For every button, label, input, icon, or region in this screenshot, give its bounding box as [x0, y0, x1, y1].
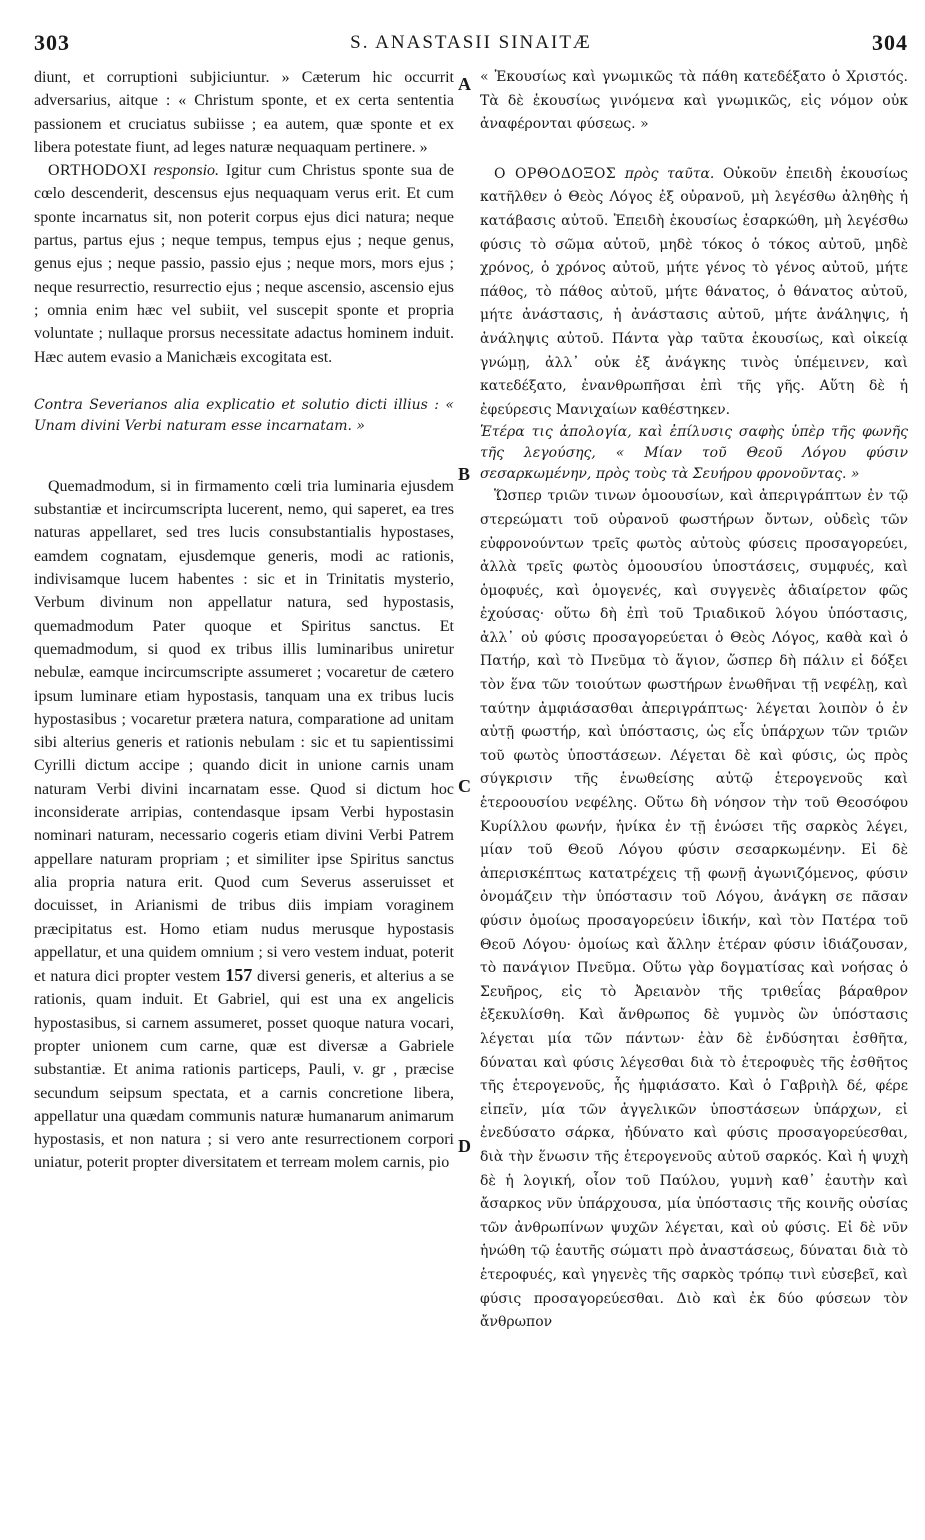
- greek-pros-tauta-label: πρὸς ταῦτα.: [624, 165, 715, 182]
- page-number-right: 304: [872, 30, 908, 55]
- latin-orthodox-response: [34, 159, 454, 369]
- running-header: [34, 28, 908, 62]
- latin-orthodox-label: ORTHODOXI: [48, 162, 147, 180]
- latin-column: [34, 66, 454, 1175]
- greek-column: [480, 66, 908, 1335]
- latin-paragraph-3: [34, 475, 454, 1175]
- margin-marker-d: D: [458, 1136, 471, 1156]
- latin-paragraph-3a: Quemadmodum, si in firmamento cœli tria luminaria ejusdem substantiæ et incircumscripta lucerent, nemo, qui saperet, ea tres naturas appellaret, sed tres lucis consubstantialis hypostases, eamdem cognatam, ejusdemque generis, modi ac rationis, indivisamque lucem habentes : sic et in Trinitatis mysterio, Verbum divinum non appellatur natura, sed hypostasis, quemadmodum Pater quoque et Spiritus sanctus. Et quemadmodum, si quod ex tribus illis luminaribus uniretur nebulæ, eamque incircumscripte assumeret ; vocaretur de cætero ipsum luminare etiam hypostasis, tanquam una ex tribus lucis hypostasibus ; vocaretur prætera natura, comparatione ad unitam sibi alterius generis et rationis nebulam : sic et tu sapientissimi Cyrilli dictum accipe ; quando dicit in unione carnis unam naturam Verbi divini incarnatam esse. Quod si dictum hoc inconsiderate arripias, contendasque ipsam Verbi hypostasin nominari naturam, necessario cogeris etiam divini Verbi Patrem appellare naturam propriam ; et similiter ipse Spiritus sanctus alia propria natura erit. Quod cum Severus asseruisset et docuisset, in Arianismi de tribus diis impiam voraginem præcipitatus est. Homo etiam nudus merusque hypostasis appellatur, et una quidem omnium ; si vero vestem induat, poterit et natura dici propter vestem: [34, 477, 454, 986]
- latin-responsio-label: responsio.: [153, 162, 220, 180]
- margin-marker-a: A: [458, 74, 471, 94]
- chapter-number: 157: [225, 965, 253, 986]
- greek-orthodox-response: [480, 163, 908, 423]
- greek-section-heading: Ἑτέρα τις ἀπολογία, καὶ ἐπίλυσις σαφὴς ὑπὲρ τῆς φωνῆς τῆς λεγούσης, « Μίαν τοῦ Θεοῦ Λόγου φύσιν σεσαρκωμένην, πρὸς τοὺς τὰ Σευήρου φρονοῦντας. »: [480, 424, 908, 483]
- latin-paragraph-1: diunt, et corruptioni subjiciuntur. » Cæterum hic occurrit adversarius, aitque : « Christum sponte, et ex certa sententia passionem et cruciatus subiisse ; ea autem, quæ sponte et ex libera potestate fiunt, ad leges naturæ nequaquam pertinere. »: [34, 69, 454, 156]
- running-title: S. ANASTASII SINAITÆ: [350, 32, 592, 53]
- latin-paragraph-2: Igitur cum Christus sponte sua de cœlo descenderit, descensus ejus nequaquam verus erit. Et cum sponte incarnatus sit, non poterit corpus ejus dici natura; neque partus, partus ejus ; neque tempus, tempus ejus ; neque genus, genus ejus ; neque passio, passio ejus ; neque mors, mors ejus ; neque resurrectio, resurrectio ejus ; neque ascensio, ascensio ejus ; omnia enim hæc vel subiit, vel suscepit sponte et propria voluntate ; nullaque prorsus necessitate adactus hominem induit. Hæc autem evasio a Manichæis excogitata est.: [34, 162, 455, 366]
- greek-paragraph-2: Οὐκοῦν ἐπειδὴ ἑκουσίως κατῆλθεν ὁ Θεὸς Λόγος ἐξ οὐρανοῦ, μὴ λεγέσθω ἀληθὴς ἡ κατάβασις αὐτοῦ. Ἐπειδὴ ἑκουσίως ἐσαρκώθη, μὴ λεγέσθω φύσις τὸ σῶμα αὐτοῦ, μηδὲ τόκος ὁ τόκος αὐτοῦ, μηδὲ χρόνος, ὁ χρόνος αὐτοῦ, μήτε γένος τὸ γένος αὐτοῦ, μήτε πάθος, τὸ πάθος αὐτοῦ, μήτε θάνατος, ὁ θάνατος αὐτοῦ, μήτε ἀνάστασις, ἡ ἀνάστασις αὐτοῦ, μήτε ἀνάληψις, ἡ ἀνάληψις αὐτοῦ. Πάντα γὰρ ταῦτα ἑκουσίως, καὶ οἰκείᾳ γνώμῃ, ἀλλ᾽ οὐκ ἐξ ἀνάγκης τινὸς ὑπέμεινεν, καὶ κατεδέξατο, ἐνανθρωπῆσαι ἐπὶ τῆς γῆς. Αὕτη δὲ ἡ ἐφεύρεσις Μανιχαίων καθέστηκεν.: [480, 165, 909, 418]
- greek-orthodox-label: Ο ΟΡΘΟΔΟΞΟΣ: [494, 165, 617, 182]
- page-number-left: 303: [34, 30, 70, 55]
- greek-paragraph-1: « Ἑκουσίως καὶ γνωμικῶς τὰ πάθη κατεδέξατο ὁ Χριστός. Τὰ δὲ ἑκουσίως γινόμενα καὶ γνωμικῶς, εἰς νόμον οὐκ ἀναφέρονται φύσεως. »: [480, 69, 908, 133]
- margin-marker-b: B: [458, 464, 471, 484]
- document-page: [34, 28, 908, 1518]
- margin-marker-c: C: [458, 776, 471, 796]
- latin-section-heading: Contra Severianos alia explicatio et solutio dicti illius : « Unam divini Verbi naturam esse incarnatam. »: [34, 396, 454, 434]
- greek-paragraph-3: Ὥσπερ τριῶν τινων ὁμοουσίων, καὶ ἀπεριγράπτων ἐν τῷ στερεώματι τοῦ οὐρανοῦ φωστήρων ὄντων, οὐδεὶς τῶν εὐφρονούντων τρεῖς φωτὸς αὐτοὺς φύσεις προσαγορεύει, ἀλλὰ τρεῖς φωτὸς ὁμοουσίου ὑποστάσεις, συμφυές, καὶ ὁμοφυές, καὶ ὁμογενές, καὶ συγγενὲς ἀδιαίρετον φῶς ἐχούσας· οὕτω δὴ ἐπὶ τοῦ Τριαδικοῦ λόγου ὑπόστασις, ἀλλ᾽ οὐ φύσις προσαγορεύεται ὁ Θεὸς Λόγος, καθὰ καὶ ὁ Πατήρ, καὶ τὸ Πνεῦμα τὸ ἅγιον, ὥσπερ δὴ πάλιν εἰ δόξει τὸν ἕνα τῶν τοιούτων φωστήρων ἑνωθῆναι τῇ νεφέλῃ, καὶ ταύτην ἀμφιάσασθαι ἀπεριγράπτως· λέγεται λοιπὸν ὁ ἐν αὐτῇ φωστήρ, καὶ ὑπόστασις, ὡς εἷς ὑπάρχων τῶν τριῶν τοῦ φωτὸς ὑποστάσεων. Λέγεται δὲ καὶ φύσις, ὡς πρὸς σύγκρισιν τῆς ἑνωθείσης αὐτῷ ἑτερογενοῦς καὶ ἑτεροουσίου νεφέλης. Οὕτω δὴ νόησον τὴν τοῦ Θεοσόφου Κυρίλλου φωνήν, ἡνίκα ἐν τῇ ἑνώσει τῆς σαρκὸς λέγει, μίαν τοῦ Θεοῦ Λόγου φύσιν σεσαρκωμένην. Εἰ δὲ ἀπερισκέπτως κατατρέχεις τῇ φωνῇ ἀγωνιζόμενος, φύσιν ὀνομάζειν τὴν ὑπόστασιν τοῦ Λόγου, ἀνάγκη σε πᾶσαν φύσιν ὁμοίως προσαγορεύειν ἰδικήν, καὶ τὸν Πατέρα τοῦ Θεοῦ Λόγου· ὁμοίως καὶ ἄλλην ἑτέραν φύσιν ἰδιάζουσαν, τὸ πανάγιον Πνεῦμα. Οὕτω γὰρ δογματίσας καὶ νοήσας ὁ Σευῆρος, εἰς τὸ Ἀρειανὸν τῆς τριθεΐας βάραθρον ἐξεκυλίσθη. Καὶ ἄνθρωπος δὲ γυμνὸς ὢν ὑπόστασις λέγεται μία τῶν πάντων· ἐὰν δὲ ἐνδύσηται ἐσθῆτα, δύναται καὶ φύσις λέγεσθαι διὰ τὸ ἑτεροφυὲς τῆς ἐσθῆτος τῆς ἑτερογενοῦς, ἧς ἠμφιάσατο. Καὶ ὁ Γαβριὴλ δέ, φέρε εἰπεῖν, μία τῶν ἀγγελικῶν ὑποστάσεων ὑπάρχων, εἰ ἐνεδύσατο σάρκα, ἠδύνατο καὶ φύσις προσαγορεύεσθαι, διὰ τὴν ἕνωσιν τῆς ἑτερογενοῦς αὐτοῦ σαρκός. Καὶ ἡ ψυχὴ δὲ ἡ λογική, οἷον τοῦ Παύλου, γυμνὴ καθ᾽ ἑαυτὴν καὶ ἄσαρκος νῦν ὑπάρχουσα, μία ὑπόστασις τῆς κοινῆς οὐσίας τῶν ἀνθρωπίνων ψυχῶν λέγεται, καὶ οὐ φύσις. Εἰ δὲ νῦν ἡνώθη τῷ ἑαυτῆς σώματι πρὸ ἀναστάσεως, δύναται διὰ τὸ ἑτεροφυές, καὶ γηγενὲς τῆς σαρκὸς τρόπῳ τινὶ εὐσεβεῖ, καὶ φύσις προσαγορεύεσθαι. Διὸ καὶ ἐκ δύο φύσεων τὸν ἄνθρωπον: [480, 488, 908, 1331]
- latin-paragraph-3b: diversi generis, et alterius a se rationis, quam induit. Et Gabriel, qui est una ex angelicis hypostasibus, si carnem assumeret, posset quoque natura vocari, propter unionem cum carne, quæ est diversæ a Gabriele substantiæ. Et anima rationis particeps, Pauli, v. gr , præcise secundum seipsum spectata, et a carnis concretione libera, appellatur una quædam communis naturæ humanarum animarum hypostasis, et non natura ; si vero ante resurrectionem corpori uniatur, poterit propter diversitatem et terream molem carnis, pio: [34, 968, 455, 1172]
